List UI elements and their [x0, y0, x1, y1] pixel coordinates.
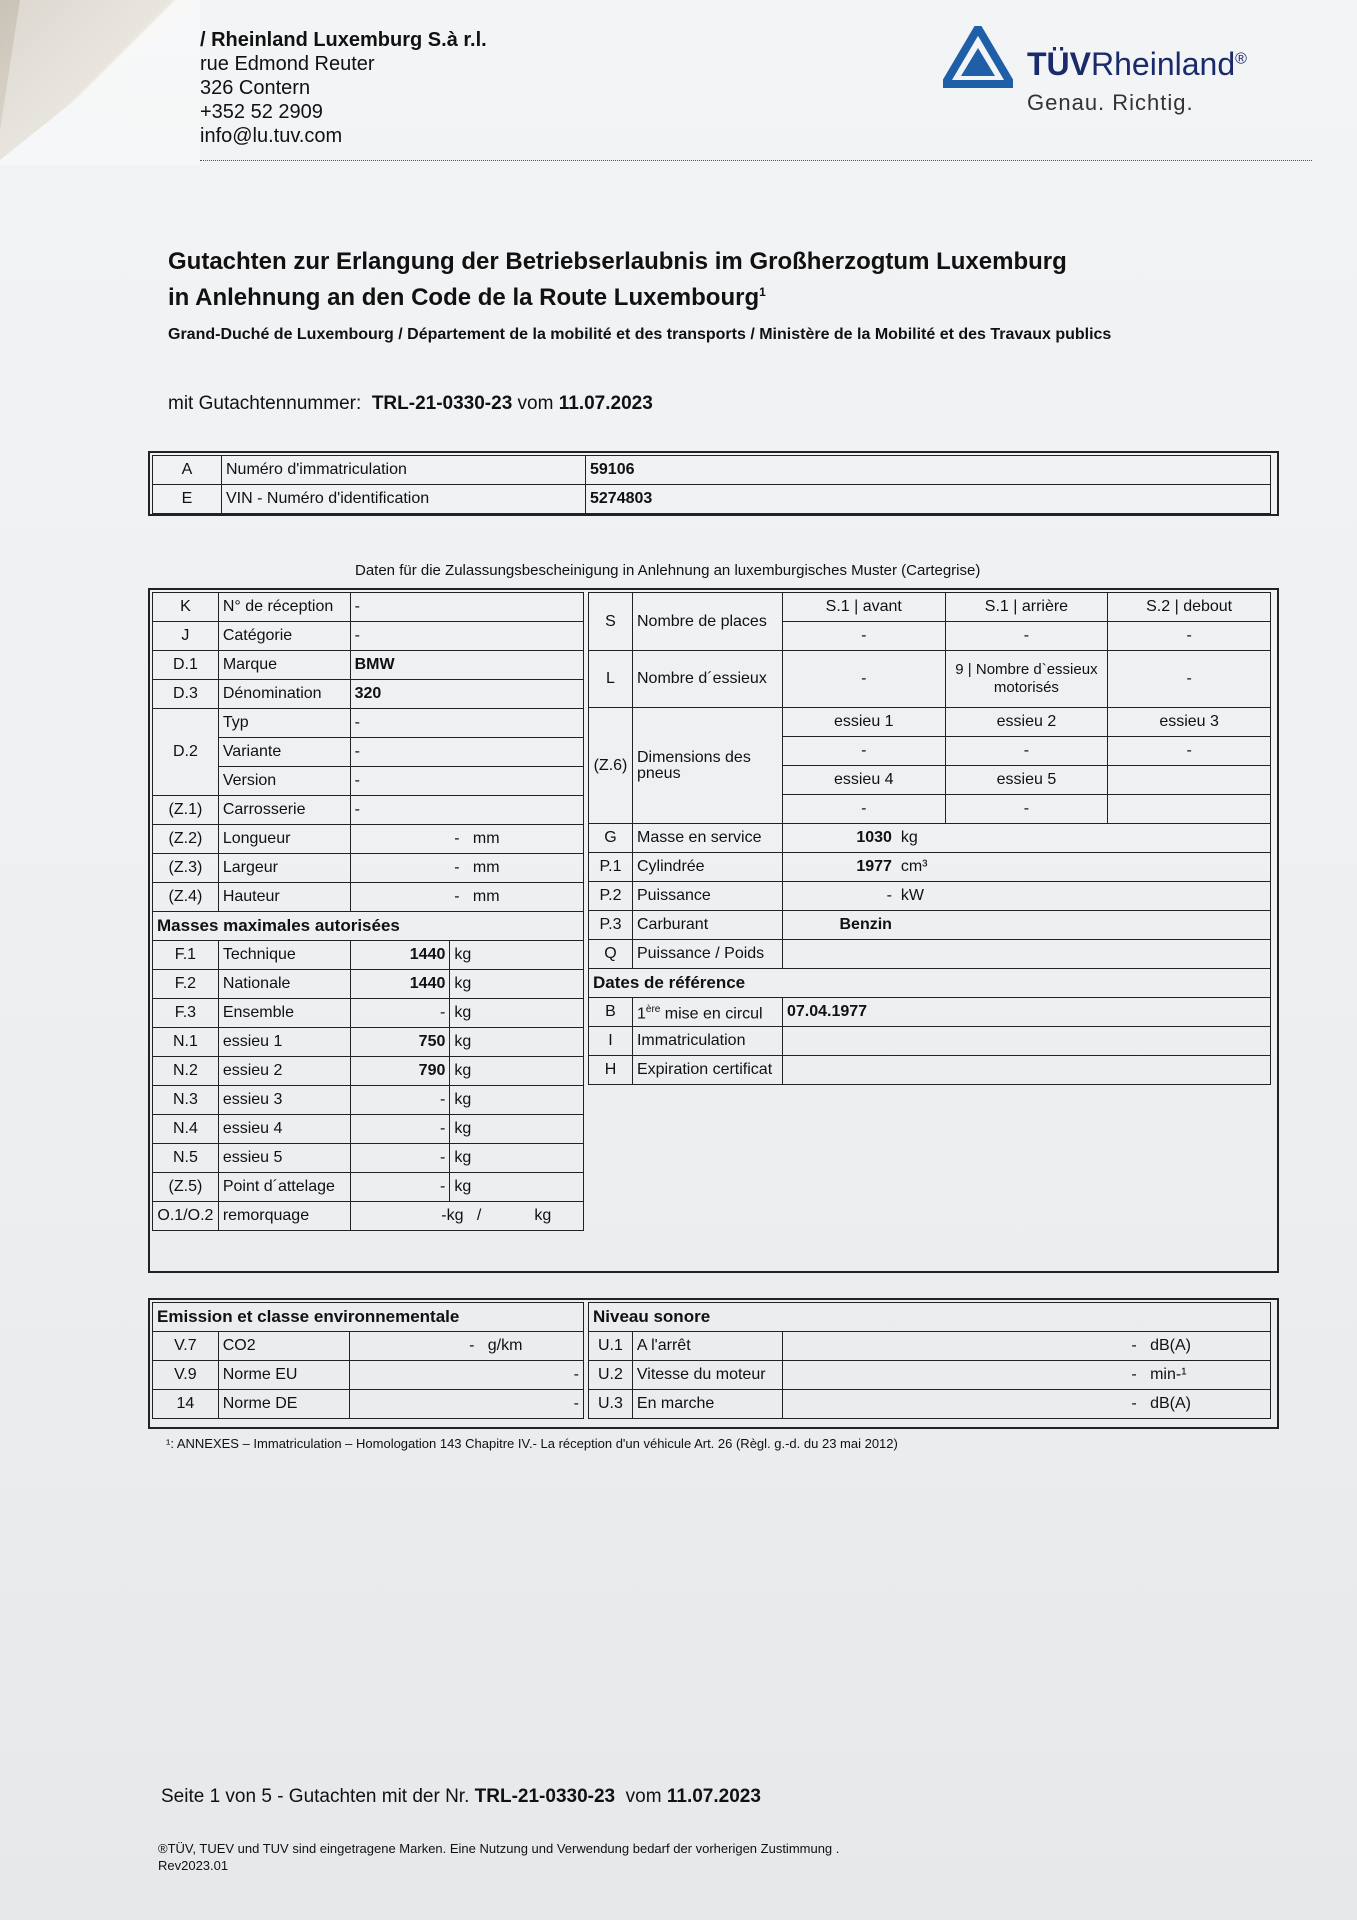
column-header: essieu 1 [782, 708, 945, 737]
emission-value: - [350, 1390, 584, 1419]
header-divider [200, 160, 1312, 161]
field-code: D.3 [153, 680, 219, 709]
field-code: D.2 [153, 709, 219, 796]
dates-heading: Dates de référence [589, 969, 1271, 998]
field-value: - [945, 795, 1108, 824]
field-code: F.3 [153, 999, 219, 1028]
field-code: (Z.1) [153, 796, 219, 825]
field-label: Marque [218, 651, 350, 680]
field-value [782, 940, 1270, 969]
fuel-value: Benzin [839, 916, 892, 933]
mass-unit: kg [450, 1086, 584, 1115]
table-row [589, 911, 1271, 940]
field-label: essieu 3 [218, 1086, 350, 1115]
table-row [153, 999, 584, 1028]
field-value [350, 1332, 584, 1361]
document-subtitle: Grand-Duché de Luxembourg / Département de la mobilité et des transports / Ministère de la Mobilité et des Travaux publics [168, 326, 1112, 343]
table-row [153, 1086, 584, 1115]
field-code: K [153, 593, 219, 622]
tow-separator: / [476, 1207, 482, 1224]
field-code: U.1 [589, 1332, 633, 1361]
document-title [168, 247, 1067, 313]
sound-unit: dB(A) [1150, 1337, 1191, 1354]
footer-vom: vom [625, 1786, 662, 1807]
table-row [153, 593, 584, 622]
label-sup: ère [645, 1003, 661, 1015]
email: info@lu.tuv.com [200, 125, 343, 147]
table-row [153, 825, 584, 854]
field-value [782, 1361, 1270, 1390]
table-row [153, 1057, 584, 1086]
table-row [589, 1303, 1271, 1332]
field-label: Catégorie [218, 622, 350, 651]
field-code: Q [589, 940, 633, 969]
spec-unit: cm³ [900, 858, 928, 875]
id-label: VIN - Numéro d'identification [222, 485, 586, 514]
field-value: - [782, 622, 945, 651]
field-label: essieu 1 [218, 1028, 350, 1057]
id-code: A [153, 456, 222, 485]
dim-unit: mm [472, 830, 500, 847]
company-name: / Rheinland Luxemburg S.à r.l. [200, 29, 487, 51]
mass-unit: kg [450, 1144, 584, 1173]
make-value: BMW [350, 651, 583, 680]
field-value [782, 882, 1270, 911]
label-prefix: 1 [636, 1005, 646, 1023]
table-row [153, 796, 584, 825]
table-row [589, 940, 1271, 969]
field-code: V.7 [153, 1332, 219, 1361]
field-label: Typ [218, 709, 350, 738]
field-label: A l'arrêt [632, 1332, 782, 1361]
tow-unit-2: kg [534, 1207, 552, 1224]
field-value [782, 911, 1270, 940]
field-value [782, 1056, 1270, 1085]
field-value: - [350, 738, 583, 767]
field-label: Puissance [632, 882, 782, 911]
dim-unit: mm [472, 888, 500, 905]
table-caption: Daten für die Zulassungsbescheinigung in Anlehnung an luxemburgisches Muster (Cartegrise) [355, 562, 981, 579]
field-code: J [153, 622, 219, 651]
field-value: - [350, 796, 583, 825]
field-label: Norme EU [218, 1361, 350, 1390]
column-header: essieu 2 [945, 708, 1108, 737]
logo-name-bold: TÜV [1027, 46, 1091, 82]
field-code: N.1 [153, 1028, 219, 1057]
table-row [153, 1028, 584, 1057]
spec-unit: kg [900, 829, 918, 846]
plastic-sleeve [0, 0, 201, 165]
mass-value: 1440 [350, 941, 450, 970]
field-code: 14 [153, 1390, 219, 1419]
sound-heading: Niveau sonore [589, 1303, 1271, 1332]
column-header: S.2 | debout [1108, 593, 1271, 622]
field-code: G [589, 824, 633, 853]
field-label: Carrosserie [218, 796, 350, 825]
field-label: essieu 4 [218, 1115, 350, 1144]
emission-heading: Emission et classe environnementale [153, 1303, 584, 1332]
table-row [589, 1027, 1271, 1056]
field-code: P.3 [589, 911, 633, 940]
title-footnote-mark: 1 [759, 285, 766, 299]
field-label: Vitesse du moteur [632, 1361, 782, 1390]
table-row [589, 593, 1271, 622]
table-row [589, 853, 1271, 882]
empty-cell [1108, 795, 1271, 824]
field-label: Hauteur [218, 883, 350, 912]
tuv-logo [943, 26, 1283, 121]
table-row [153, 1303, 584, 1332]
revision-code: Rev2023.01 [158, 1858, 229, 1873]
field-value: - [350, 622, 583, 651]
empty-cell [1108, 766, 1271, 795]
tow-dash: - [441, 1207, 447, 1224]
table-row [589, 1056, 1271, 1085]
field-label: Point d´attelage [218, 1173, 350, 1202]
table-row [589, 651, 1271, 708]
field-code: H [589, 1056, 633, 1085]
field-value [782, 853, 1270, 882]
dim-unit: mm [472, 859, 500, 876]
field-code: N.5 [153, 1144, 219, 1173]
field-code: I [589, 1027, 633, 1056]
title-line-1: Gutachten zur Erlangung der Betriebserlaubnis im Großherzogtum Luxemburg [168, 248, 1067, 275]
table-row [153, 622, 584, 651]
mass-value: - [350, 1173, 450, 1202]
field-label: N° de réception [218, 593, 350, 622]
table-row [153, 912, 584, 941]
mass-unit: kg [450, 1057, 584, 1086]
field-value: - [1108, 737, 1271, 766]
sound-value: - [1131, 1366, 1137, 1383]
logo-name [1027, 46, 1247, 83]
spec-value: - [886, 887, 892, 904]
ref-vom: vom [517, 393, 554, 414]
sound-unit: dB(A) [1150, 1395, 1191, 1412]
table-row [589, 998, 1271, 1027]
column-header: S.1 | avant [782, 593, 945, 622]
mass-value: 750 [350, 1028, 450, 1057]
trademark-notice [158, 1840, 839, 1874]
table-row [153, 1361, 584, 1390]
table-row [153, 1202, 584, 1231]
table-row [153, 651, 584, 680]
field-value [350, 825, 583, 854]
field-label: essieu 5 [218, 1144, 350, 1173]
field-code: D.1 [153, 651, 219, 680]
field-value: - [350, 709, 583, 738]
footer-prefix: Seite 1 von 5 - Gutachten mit der Nr. [161, 1786, 470, 1807]
emission-unit: g/km [487, 1337, 523, 1354]
field-code: (Z.5) [153, 1173, 219, 1202]
field-code: N.2 [153, 1057, 219, 1086]
field-label: Dimensions des pneus [632, 708, 782, 824]
table-row [153, 854, 584, 883]
field-code: V.9 [153, 1361, 219, 1390]
table-row [589, 882, 1271, 911]
mass-value: - [350, 1144, 450, 1173]
table-row [153, 1332, 584, 1361]
field-label: Ensemble [218, 999, 350, 1028]
field-label: En marche [632, 1390, 782, 1419]
emission-value: - [469, 1337, 475, 1354]
id-code: E [153, 485, 222, 514]
sender-address [200, 28, 487, 148]
field-label: essieu 2 [218, 1057, 350, 1086]
field-label: Nationale [218, 970, 350, 999]
emission-table [152, 1302, 584, 1419]
logo-name-rest: Rheinland [1091, 46, 1236, 82]
spec-value: 1977 [856, 858, 892, 875]
left-data-table [152, 592, 584, 1231]
ref-date: 11.07.2023 [558, 393, 653, 414]
field-code: F.2 [153, 970, 219, 999]
field-code: U.3 [589, 1390, 633, 1419]
field-value [782, 1332, 1270, 1361]
field-label: Variante [218, 738, 350, 767]
field-code: (Z.6) [589, 708, 633, 824]
sound-unit: min-¹ [1150, 1366, 1187, 1383]
field-value [782, 824, 1270, 853]
mass-unit: kg [450, 970, 584, 999]
field-label: Cylindrée [632, 853, 782, 882]
table-row [153, 1115, 584, 1144]
vin-number: 5274803 [586, 485, 1271, 514]
ref-number: TRL-21-0330-23 [371, 393, 513, 414]
emission-value: - [350, 1361, 584, 1390]
field-label: remorquage [218, 1202, 350, 1231]
field-value: - [1108, 651, 1271, 708]
spec-unit: kW [900, 887, 924, 904]
table-row [153, 970, 584, 999]
page-footer [161, 1786, 761, 1808]
field-code: N.4 [153, 1115, 219, 1144]
table-row [153, 485, 1271, 514]
field-value: - [782, 737, 945, 766]
field-label: Nombre de places [632, 593, 782, 651]
column-header: essieu 5 [945, 766, 1108, 795]
footer-date: 11.07.2023 [666, 1786, 761, 1807]
sound-value: - [1131, 1337, 1137, 1354]
field-label: Immatriculation [632, 1027, 782, 1056]
field-label: Technique [218, 941, 350, 970]
field-label: Version [218, 767, 350, 796]
phone: +352 52 2909 [200, 101, 323, 123]
field-label: Dénomination [218, 680, 350, 709]
id-label: Numéro d'immatriculation [222, 456, 586, 485]
table-row [589, 1390, 1271, 1419]
table-row [589, 824, 1271, 853]
label-text: mise en circul [660, 1005, 763, 1023]
field-value [782, 1390, 1270, 1419]
title-line-2-text: in Anlehnung an den Code de la Route Luxembourg [168, 284, 760, 311]
table-row [153, 709, 584, 738]
field-code: F.1 [153, 941, 219, 970]
trademark-text: ®TÜV, TUEV und TUV sind eingetragene Marken. Eine Nutzung und Verwendung bedarf der vorherigen Zustimmung . [158, 1841, 840, 1856]
table-row [153, 1173, 584, 1202]
field-label: Carburant [632, 911, 782, 940]
field-label: Nombre d´essieux [632, 651, 782, 708]
dim-value: - [454, 830, 460, 847]
field-code: (Z.2) [153, 825, 219, 854]
logo-registered: ® [1235, 50, 1247, 68]
first-registration-date: 07.04.1977 [782, 998, 1270, 1027]
field-code: O.1/O.2 [153, 1202, 219, 1231]
report-reference [168, 393, 653, 415]
mass-value: 790 [350, 1057, 450, 1086]
title-line-2 [168, 277, 1067, 313]
footnote: ¹: ANNEXES – Immatriculation – Homologation 143 Chapitre IV.- La réception d'un véhicule Art. 26 (Règl. g.-d. du 23 mai 2012) [166, 1436, 898, 1451]
model-value: 320 [350, 680, 583, 709]
mass-unit: kg [450, 941, 584, 970]
mass-unit: kg [450, 1028, 584, 1057]
mass-value: - [350, 1086, 450, 1115]
mass-value: - [350, 999, 450, 1028]
table-row [589, 708, 1271, 737]
dim-value: - [454, 859, 460, 876]
mass-unit: kg [450, 1115, 584, 1144]
street: rue Edmond Reuter [200, 53, 375, 75]
field-code: B [589, 998, 633, 1027]
right-data-table [588, 592, 1271, 1085]
field-value: - [945, 622, 1108, 651]
field-code: U.2 [589, 1361, 633, 1390]
field-value: - [1108, 622, 1271, 651]
registration-number: 59106 [586, 456, 1271, 485]
mass-unit: kg [450, 999, 584, 1028]
dim-value: - [454, 888, 460, 905]
table-row [589, 969, 1271, 998]
powered-axles: 9 | Nombre d`essieux motorisés [945, 651, 1108, 708]
field-label: CO2 [218, 1332, 350, 1361]
field-label: Largeur [218, 854, 350, 883]
column-header: essieu 4 [782, 766, 945, 795]
table-row [153, 680, 584, 709]
field-label: Puissance / Poids [632, 940, 782, 969]
footer-number: TRL-21-0330-23 [474, 1786, 616, 1807]
field-label: Expiration certificat [632, 1056, 782, 1085]
field-code: S [589, 593, 633, 651]
column-header: essieu 3 [1108, 708, 1271, 737]
field-label [632, 998, 782, 1027]
masses-heading: Masses maximales autorisées [153, 912, 584, 941]
tuv-triangle-icon [943, 26, 1013, 88]
field-value: - [945, 737, 1108, 766]
field-code: P.1 [589, 853, 633, 882]
field-code: L [589, 651, 633, 708]
ref-prefix: mit Gutachtennummer: [168, 393, 362, 414]
table-row [153, 1144, 584, 1173]
field-label: Masse en service [632, 824, 782, 853]
tow-unit-1: kg [446, 1207, 464, 1224]
field-code: N.3 [153, 1086, 219, 1115]
field-label: Norme DE [218, 1390, 350, 1419]
field-code: P.2 [589, 882, 633, 911]
table-row [589, 1332, 1271, 1361]
field-code: (Z.3) [153, 854, 219, 883]
tow-value [350, 1202, 583, 1231]
field-value [350, 883, 583, 912]
mass-unit: kg [450, 1173, 584, 1202]
mass-value: - [350, 1115, 450, 1144]
field-value [350, 854, 583, 883]
city: 326 Contern [200, 77, 311, 99]
logo-slogan: Genau. Richtig. [1027, 90, 1194, 115]
field-value: - [782, 651, 945, 708]
field-value: - [782, 795, 945, 824]
table-row [153, 941, 584, 970]
column-header: S.1 | arrière [945, 593, 1108, 622]
spec-value: 1030 [856, 829, 892, 846]
mass-value: 1440 [350, 970, 450, 999]
field-value: - [350, 593, 583, 622]
sound-table [588, 1302, 1271, 1419]
field-label: Longueur [218, 825, 350, 854]
field-code: (Z.4) [153, 883, 219, 912]
id-table [152, 455, 1271, 514]
table-row [153, 883, 584, 912]
table-row [589, 1361, 1271, 1390]
field-value [782, 1027, 1270, 1056]
table-row [153, 1390, 584, 1419]
sound-value: - [1131, 1395, 1137, 1412]
table-row [153, 456, 1271, 485]
field-value: - [350, 767, 583, 796]
